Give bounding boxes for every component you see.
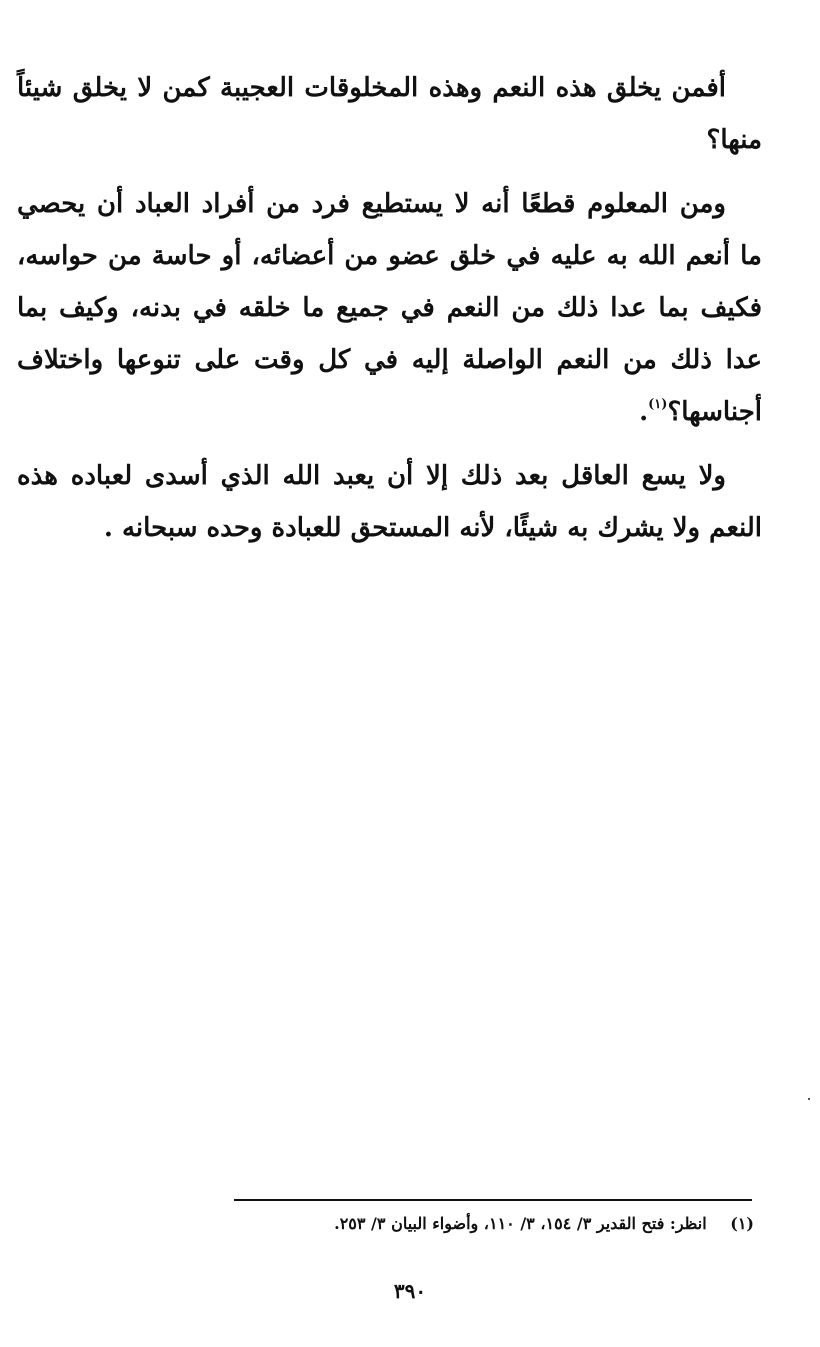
paragraph-2 <box>17 178 762 438</box>
footnote-number: (١) <box>730 1214 754 1233</box>
page-number: ٣٩٠ <box>393 1279 427 1303</box>
paragraph-2-text: ومن المعلوم قطعًا أنه لا يستطيع فرد من أفراد العباد أن يحصي ما أنعم الله به عليه في خلق عضو من أعضائه، أو حاسة من حواسه، فكيف بما عدا ذلك من النعم في جميع ما خلقه في بدنه، وكيف بما عدا ذلك من النعم الواصلة إليه في كل وقت على تنوعها واختلاف أجناسها؟ <box>17 189 762 427</box>
paragraph-2-tail: . <box>639 397 649 427</box>
main-text <box>17 62 762 566</box>
footnote-text: انظر: فتح القدير ٣/ ١٥٤، ٣/ ١١٠، وأضواء البيان ٣/ ٢٥٣. <box>334 1214 707 1233</box>
footnote-separator <box>234 1199 752 1201</box>
footnote <box>34 1210 754 1238</box>
paragraph-3-text: ولا يسع العاقل بعد ذلك إلا أن يعبد الله الذي أسدى لعباده هذه النعم ولا يشرك به شيئًا، لأنه المستحق للعبادة وحده سبحانه . <box>17 461 762 543</box>
paragraph-1-text: أفمن يخلق هذه النعم وهذه المخلوقات العجيبة كمن لا يخلق شيئاً منها؟ <box>17 73 762 155</box>
margin-speck <box>808 1098 810 1100</box>
footnote-reference[interactable]: (١) <box>648 397 668 412</box>
paragraph-3 <box>17 450 762 554</box>
paragraph-1 <box>17 62 762 166</box>
